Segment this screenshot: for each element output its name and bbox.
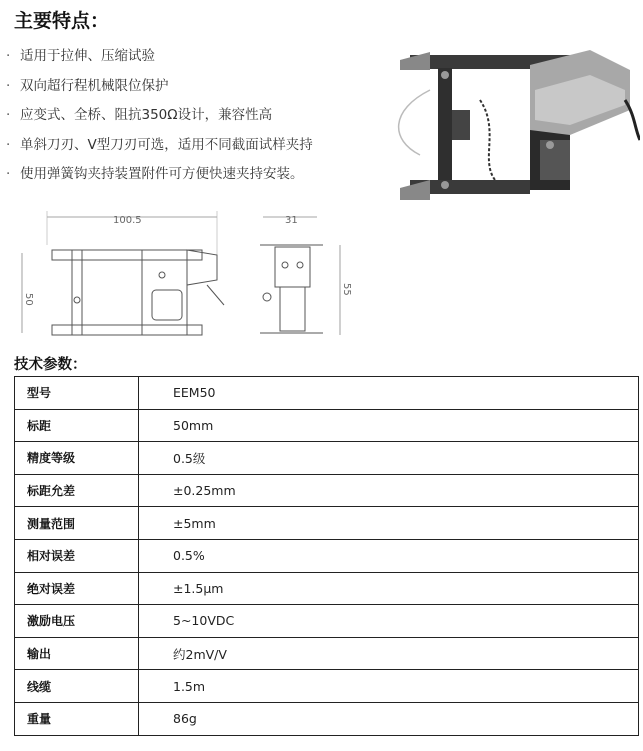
spec-key: 线缆 [15,670,139,703]
spec-key: 标距允差 [15,474,139,507]
spec-value: 50mm [139,409,639,442]
table-row [15,605,639,638]
table-row [15,702,639,735]
spec-key: 标距 [15,409,139,442]
table-row [15,572,639,605]
page-title: 主要特点： [14,10,110,32]
spec-value: 0.5% [139,539,639,572]
feature-item: · 应变式、全桥、阻抗350Ω设计，兼容性高 [6,107,273,123]
spec-value: ±5mm [139,507,639,540]
spec-value: 86g [139,702,639,735]
height-dimension-label: 50 [23,293,34,306]
feature-list [6,42,313,190]
spec-value: EEM50 [139,377,639,410]
spec-key: 绝对误差 [15,572,139,605]
table-row [15,670,639,703]
section-title: 技术参数： [14,357,87,373]
spec-key: 激励电压 [15,605,139,638]
spec-value: 约2mV/V [139,637,639,670]
dimension-drawing-side [245,205,355,345]
width-dimension-label: 31 [285,215,298,226]
table-row [15,539,639,572]
spec-value: ±1.5μm [139,572,639,605]
dimension-drawing-front [12,205,232,345]
spec-value: ±0.25mm [139,474,639,507]
height-dimension-label: 55 [341,283,352,296]
product-photo [390,30,640,220]
feature-item: · 单斜刀刃、V型刀刃可选，适用不同截面试样夹持 [6,136,313,153]
feature-item: · 双向超行程机械限位保护 [6,77,169,94]
spec-key: 重量 [15,702,139,735]
spec-value: 0.5级 [139,442,639,475]
spec-value: 1.5m [139,670,639,703]
spec-key: 相对误差 [15,539,139,572]
table-row [15,507,639,540]
feature-item: · 使用弹簧钩夹持装置附件可方便快速夹持安装。 [6,166,304,182]
table-row [15,474,639,507]
spec-value: 5~10VDC [139,605,639,638]
table-row [15,637,639,670]
spec-key: 测量范围 [15,507,139,540]
spec-key: 输出 [15,637,139,670]
spec-table [14,376,639,736]
spec-key: 型号 [15,377,139,410]
table-row [15,377,639,410]
table-row [15,409,639,442]
width-dimension-label: 100.5 [113,215,142,226]
spec-key: 精度等级 [15,442,139,475]
feature-item: · 适用于拉伸、压缩试验 [6,48,155,64]
table-row [15,442,639,475]
